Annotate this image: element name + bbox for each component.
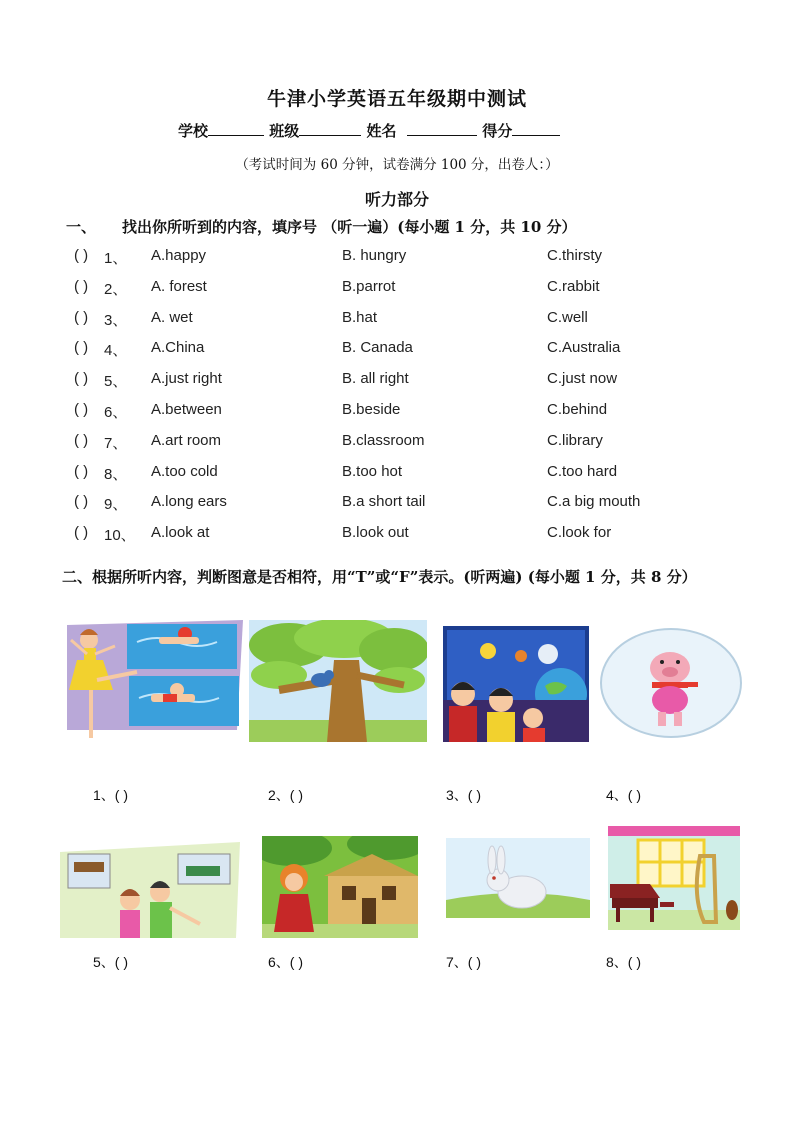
question-row <box>74 247 714 269</box>
school-label: 学校 <box>178 122 209 140</box>
answer-paren[interactable]: ( ) <box>74 493 89 511</box>
score-label: 得分 <box>482 122 513 140</box>
option-b: B.parrot <box>342 277 396 295</box>
question-row <box>74 278 714 300</box>
option-b: B.look out <box>342 524 409 542</box>
class-label: 班级 <box>269 122 300 140</box>
option-a: A.between <box>151 401 222 418</box>
answer-paren[interactable]: ( ) <box>74 277 89 295</box>
picture-5-children-rooms <box>60 842 240 938</box>
option-c: C.a big mouth <box>547 493 641 511</box>
question-row <box>74 309 714 331</box>
option-c: C.behind <box>547 401 608 418</box>
option-c: C.look for <box>547 524 612 542</box>
picture-6-answer[interactable]: 6、( ) <box>268 954 303 970</box>
question-row <box>74 432 714 454</box>
option-c: C.library <box>547 431 603 449</box>
question-number: 3、 <box>104 311 128 329</box>
option-c: C.too hard <box>547 462 618 480</box>
picture-4-pig-scarf <box>598 626 744 740</box>
question-row <box>74 463 714 485</box>
option-b: B.beside <box>342 401 401 418</box>
answer-paren[interactable]: ( ) <box>74 524 89 542</box>
question-number: 10、 <box>104 527 136 545</box>
option-a: A. wet <box>151 308 193 326</box>
question-row <box>74 524 714 546</box>
picture-2-tree-bird <box>249 620 427 742</box>
option-b: B.too hot <box>342 462 403 480</box>
answer-paren[interactable]: ( ) <box>74 370 89 388</box>
score-blank[interactable] <box>512 121 560 136</box>
picture-5-answer[interactable]: 5、( ) <box>93 954 128 970</box>
question-number: 1、 <box>104 250 128 267</box>
picture-7-answer[interactable]: 7、( ) <box>446 954 481 970</box>
part1-instruction-text: 找出你所听到的内容，填序号 （听一遍）(每小题 1 分，共 10 分） <box>122 218 577 236</box>
option-c: C.rabbit <box>547 277 600 295</box>
picture-3-answer[interactable]: 3、( ) <box>446 787 481 803</box>
picture-4-answer[interactable]: 4、( ) <box>606 787 641 803</box>
answer-paren[interactable]: ( ) <box>74 339 89 357</box>
option-b: B.classroom <box>342 431 425 449</box>
part2-instruction: 二、根据所听内容，判断图意是否相符，用“T”或“F”表示。(听两遍) (每小题 1 分，共 8 分） <box>62 568 697 586</box>
answer-paren[interactable]: ( ) <box>74 431 89 449</box>
option-a: A.just right <box>151 370 222 388</box>
picture-3-space-museum <box>443 626 589 742</box>
picture-1-answer[interactable]: 1、( ) <box>93 787 128 803</box>
answer-paren[interactable]: ( ) <box>74 462 89 480</box>
picture-1-dance-swim <box>67 620 243 746</box>
question-number: 8、 <box>104 465 128 483</box>
option-a: A.look at <box>151 524 210 542</box>
option-b: B.hat <box>342 308 378 326</box>
question-row <box>74 493 714 515</box>
picture-2-answer[interactable]: 2、( ) <box>268 787 303 803</box>
picture-6-girl-house <box>262 836 418 938</box>
option-a: A.China <box>151 339 205 357</box>
question-row <box>74 339 714 361</box>
question-number: 7、 <box>104 434 128 452</box>
option-a: A.too cold <box>151 462 218 480</box>
question-number: 6、 <box>104 404 128 421</box>
name-blank[interactable] <box>407 121 477 136</box>
question-number: 9、 <box>104 496 128 514</box>
question-row <box>74 370 714 392</box>
option-b: B. all right <box>342 370 409 388</box>
student-info-line <box>178 120 560 141</box>
section-title: 听力部分 <box>364 190 429 209</box>
picture-7-rabbit <box>446 838 590 918</box>
option-c: C.thirsty <box>547 247 603 264</box>
option-a: A.happy <box>151 247 207 264</box>
option-b: B. hungry <box>342 247 407 264</box>
option-c: C.well <box>547 308 588 326</box>
question-number: 2、 <box>104 280 128 298</box>
name-label: 姓名 <box>366 122 397 140</box>
class-blank[interactable] <box>299 121 361 136</box>
option-a: A. forest <box>151 277 207 295</box>
part1-number: 一、 <box>66 218 97 236</box>
option-b: B.a short tail <box>342 493 426 511</box>
picture-8-answer[interactable]: 8、( ) <box>606 954 641 970</box>
exam-note: （考试时间为 60 分钟，试卷满分 100 分，出卷人：） <box>235 157 559 173</box>
option-a: A.art room <box>151 431 222 449</box>
question-number: 5、 <box>104 373 128 391</box>
answer-paren[interactable]: ( ) <box>74 308 89 326</box>
option-c: C.just now <box>547 370 618 388</box>
picture-8-music-room <box>608 826 740 930</box>
page-title: 牛津小学英语五年级期中测试 <box>266 88 527 110</box>
answer-paren[interactable]: ( ) <box>74 401 89 418</box>
question-row <box>74 401 714 423</box>
option-c: C.Australia <box>547 339 621 357</box>
part1-instruction <box>66 216 577 237</box>
answer-paren[interactable]: ( ) <box>74 247 89 264</box>
school-blank[interactable] <box>208 121 264 136</box>
question-number: 4、 <box>104 342 128 360</box>
option-a: A.long ears <box>151 493 227 511</box>
option-b: B. Canada <box>342 339 413 357</box>
